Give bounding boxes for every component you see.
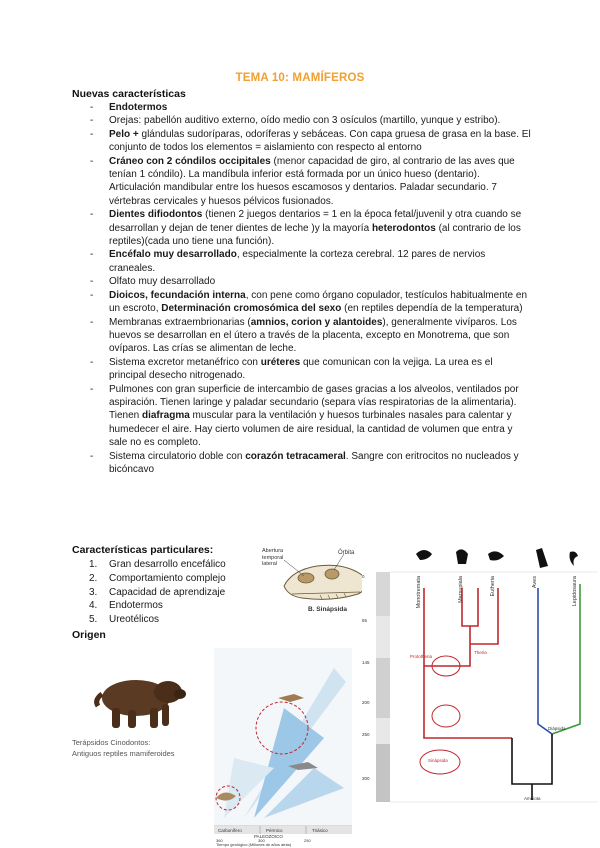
feature-item: [72, 101, 532, 114]
feature-item: [72, 316, 532, 356]
feature-item: [72, 356, 532, 383]
phylogeny-figure: [362, 548, 598, 804]
bullet-dash: -: [90, 128, 94, 140]
bullet-dash: -: [90, 383, 94, 395]
evolution-figure: [214, 648, 352, 847]
particular-item: [72, 558, 272, 572]
axis-tick-0: 0: [362, 574, 365, 579]
taxon-eutheria: Eutheria: [490, 576, 496, 597]
feature-text: Endotermos: [109, 102, 168, 113]
bullet-dash: -: [90, 209, 94, 221]
therapsid-caption-1: Terápsidos Cinodontos:: [72, 738, 151, 747]
skull-caption: B. Sinápsida: [308, 606, 348, 613]
section-heading-particular: Características particulares:: [72, 544, 214, 556]
bullet-dash: -: [90, 316, 94, 328]
axis-tick-65: 65: [362, 618, 368, 623]
feature-item: [72, 289, 532, 316]
node-theria: Theria: [474, 650, 487, 655]
time-tick-360: 360: [216, 838, 223, 843]
feature-item: [72, 208, 532, 248]
feature-text: Olfato muy desarrollado: [109, 276, 216, 288]
bullet-dash: -: [90, 356, 94, 368]
bullet-dash: -: [90, 276, 94, 288]
therapsid-figure: [72, 664, 212, 764]
skull-figure: [262, 548, 374, 616]
feature-item: [72, 114, 532, 127]
feature-item: [72, 248, 532, 275]
taxon-lepidosaura: Lepidosaura: [572, 576, 578, 607]
axis-tick-200: 200: [362, 700, 370, 705]
item-number: 1.: [89, 559, 98, 570]
feature-text: Dientes difiodontos (tienen 2 juegos dentarios = 1 en la época fetal/juvenil y otra cuando se desarrollan y dejan de tener dientes de leche )y la mayoría heterodontos (al contrario de los reptiles)(cada uno tiene una función).: [109, 209, 522, 248]
time-tick-300: 300: [258, 838, 265, 843]
axis-tick-250: 250: [362, 732, 370, 737]
axis-tick-145: 145: [362, 660, 370, 665]
feature-text: Orejas: pabellón auditivo externo, oído medio con 3 osículos (martillo, yunque y estribo).: [109, 115, 501, 127]
page-title: TEMA 10: MAMÍFEROS: [235, 72, 365, 84]
feature-item: [72, 383, 532, 450]
particular-item: [72, 572, 272, 586]
taxon-aves: Aves: [532, 576, 538, 589]
item-text: Comportamiento complejo: [109, 572, 226, 584]
period-permian: Pérmico: [266, 828, 283, 833]
evolution-illustration: [214, 648, 352, 844]
phylogeny-tree: [362, 548, 598, 804]
skull-label-orbit: Órbita: [338, 550, 355, 556]
feature-text: Pelo + glándulas sudoríparas, odoríferas y sebáceas. Con capa gruesa de grasa en la base. El conjunto de todos los elementos = aislamiento con respecto al entorno: [109, 128, 531, 154]
feature-text: Dioicos, fecundación interna, con pene como órgano copulador, testículos habitualmente en un escroto, Determinación cromosómica del sexo (en reptiles dependía de la temperatura): [109, 289, 528, 315]
particular-item: [72, 613, 272, 627]
therapsid-caption-2: Antiguos reptiles mamiferoides: [72, 749, 175, 758]
particular-list: [72, 558, 272, 627]
feature-text: Encéfalo muy desarrollado, especialmente la corteza cerebral. 12 pares de nervios craneales.: [109, 249, 486, 274]
bullet-dash: -: [90, 115, 94, 127]
bullet-dash: -: [90, 450, 94, 462]
period-triassic: Triásico: [312, 828, 328, 833]
node-prototheria: Prototheria: [410, 654, 433, 659]
section-heading-new-features: Nuevas características: [72, 88, 186, 100]
feature-item: [72, 155, 532, 209]
node-synapsida: Sinápsida: [428, 758, 448, 763]
era-label: PALEOZOICO: [254, 834, 283, 839]
bullet-dash: -: [90, 249, 94, 261]
bullet-dash: -: [90, 102, 94, 113]
section-heading-origin: Origen: [72, 629, 106, 641]
taxon-marsupiala: Marsupiala: [458, 576, 464, 603]
feature-text: Sistema circulatorio doble con corazón tetracameral. Sangre con eritrocitos no nucleados y bicóncavo: [109, 450, 519, 475]
bullet-dash: -: [90, 289, 94, 301]
item-number: 3.: [89, 586, 98, 598]
item-text: Gran desarrollo encefálico: [109, 559, 226, 570]
feature-item: [72, 275, 532, 288]
node-amniota: Amniota: [524, 796, 541, 801]
bullet-dash: -: [90, 155, 94, 167]
feature-text: Sistema excretor metanéfrico con uréteres que comunican con la vejiga. La urea es el principal desecho nitrogenado.: [109, 356, 493, 382]
feature-text: Cráneo con 2 cóndilos occipitales (menor capacidad de giro, al contrario de las aves que tenían 1 cóndilo). La mandíbula inferior está formada por un único hueso (dentario). Articulación mandibular entre los huesos escamosos y dentarios. Paladar secundario. 7 vértebras cervicales y huesos pélvicos fusionados.: [109, 155, 515, 207]
item-number: 2.: [89, 572, 98, 584]
skull-label-fossa: Abertura temporal lateral: [262, 548, 284, 567]
item-text: Endotermos: [109, 600, 163, 612]
taxon-monotremata: Monotremata: [416, 576, 422, 609]
particular-item: [72, 599, 272, 613]
feature-text: Pulmones con gran superficie de intercambio de gases gracias a los alveolos, ventilados por aspiración. Tienen laringe y paladar secundario (separa vías respiratorias de la alimentaria). Tienen diafragma muscular para la ventilación y huesos turbinales nasales para calentar y humedecer el aire. Hay cierto volumen de aire residual, la cantidad de volumen que entra y sale no es completo.: [109, 383, 519, 449]
time-tick-250: 250: [304, 838, 311, 843]
time-axis-label: Tiempo geológico (Millones de años atrás): [216, 842, 292, 847]
period-carboniferous: Carbonífero: [218, 828, 242, 833]
feature-item: [72, 128, 532, 155]
features-list: [72, 101, 532, 476]
axis-tick-300: 300: [362, 776, 370, 781]
item-text: Capacidad de aprendizaje: [109, 586, 226, 598]
item-number: 5.: [89, 614, 98, 626]
therapsid-illustration: [72, 664, 212, 734]
item-text: Ureotélicos: [109, 614, 160, 626]
particular-item: [72, 586, 272, 600]
node-diapsida: Diápsida: [548, 726, 566, 731]
item-number: 4.: [89, 600, 98, 612]
feature-text: Membranas extraembrionarias (amnios, corion y alantoides), generalmente vivíparos. Los huevos se desarrollan en el útero a través de la placenta, excepto en Monotrema, que son ovíparos. Las crías se alimentan de leche.: [109, 316, 517, 355]
feature-item: [72, 450, 532, 477]
